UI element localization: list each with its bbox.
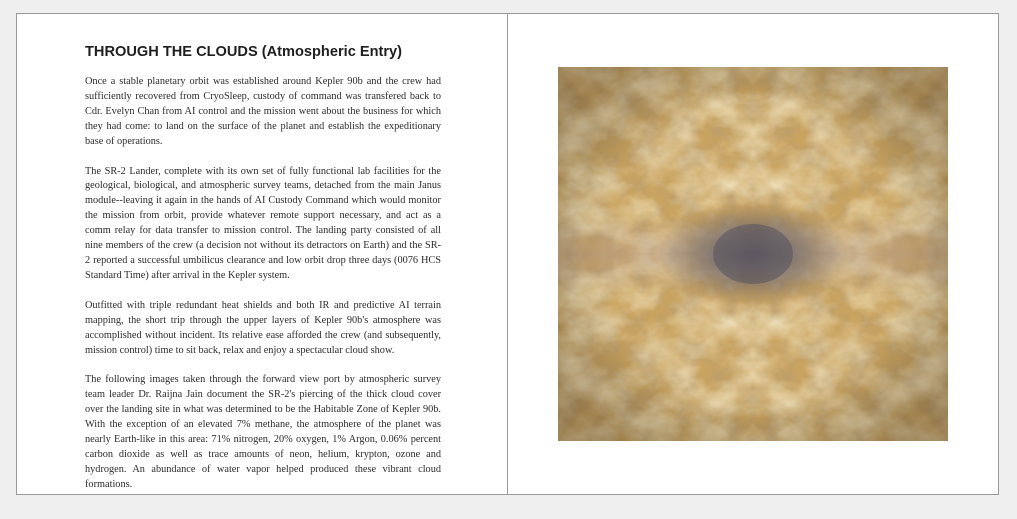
page-title: THROUGH THE CLOUDS (Atmospheric Entry): [85, 44, 403, 60]
cloud-photo-art: [558, 67, 948, 441]
book-spread: [16, 13, 999, 495]
left-page: [17, 14, 507, 494]
body-text: [85, 75, 441, 508]
paragraph: Once a stable planetary orbit was established around Kepler 90b and the crew had sufficiently recovered from CryoSleep, custody of command was transfered back to Cdr. Evelyn Chan from AI control and the mission went about the business for which they had come: to land on the surface of the planet and establish the expeditionary base of operations.: [85, 76, 441, 147]
cloud-photo: [558, 67, 948, 441]
paragraph: Outfitted with triple redundant heat shields and both IR and predictive AI terrain mapping, the short trip through the upper layers of Kepler 90b's atmosphere was accomplished without incident. Its relative ease afforded the crew (and subsequently, mission control) time to sit back, relax and enjoy a spectacular cloud show.: [85, 299, 441, 356]
paragraph: The following images taken through the forward view port by atmospheric survey team leader Dr. Raijna Jain document the SR-2's piercing of the thick cloud cover over the landing site in what was determined to be the Habitable Zone of Kepler 90b. With the exception of an elevated 7% methane, the atmosphere of the planet was nearly Earth-like in this area: 71% nitrogen, 20% oxygen, 1% Argon, 0.06% percent carbon dioxide as well as trace amounts of neon, helium, krypton, ozone and hydrogen. An abundance of water vapor helped produced these vibrant cloud formations.: [85, 374, 441, 490]
right-page: [508, 14, 998, 494]
paragraph: The SR-2 Lander, complete with its own set of fully functional lab facilities for the geological, biological, and atmospheric survey teams, detached from the main Janus module--leaving it again in the hands of AI Custody Command which would monitor the mission from orbit, provide whatever remote support necessary, and act as a comm relay for data transfer to mission control. The landing party consisted of all nine members of the crew (a decision not without its detractors on Earth) and the SR-2 reported a successful umbilicus clearance and low orbit drop three days (0076 HCS Standard Time) after arrival in the Kepler system.: [85, 165, 441, 281]
